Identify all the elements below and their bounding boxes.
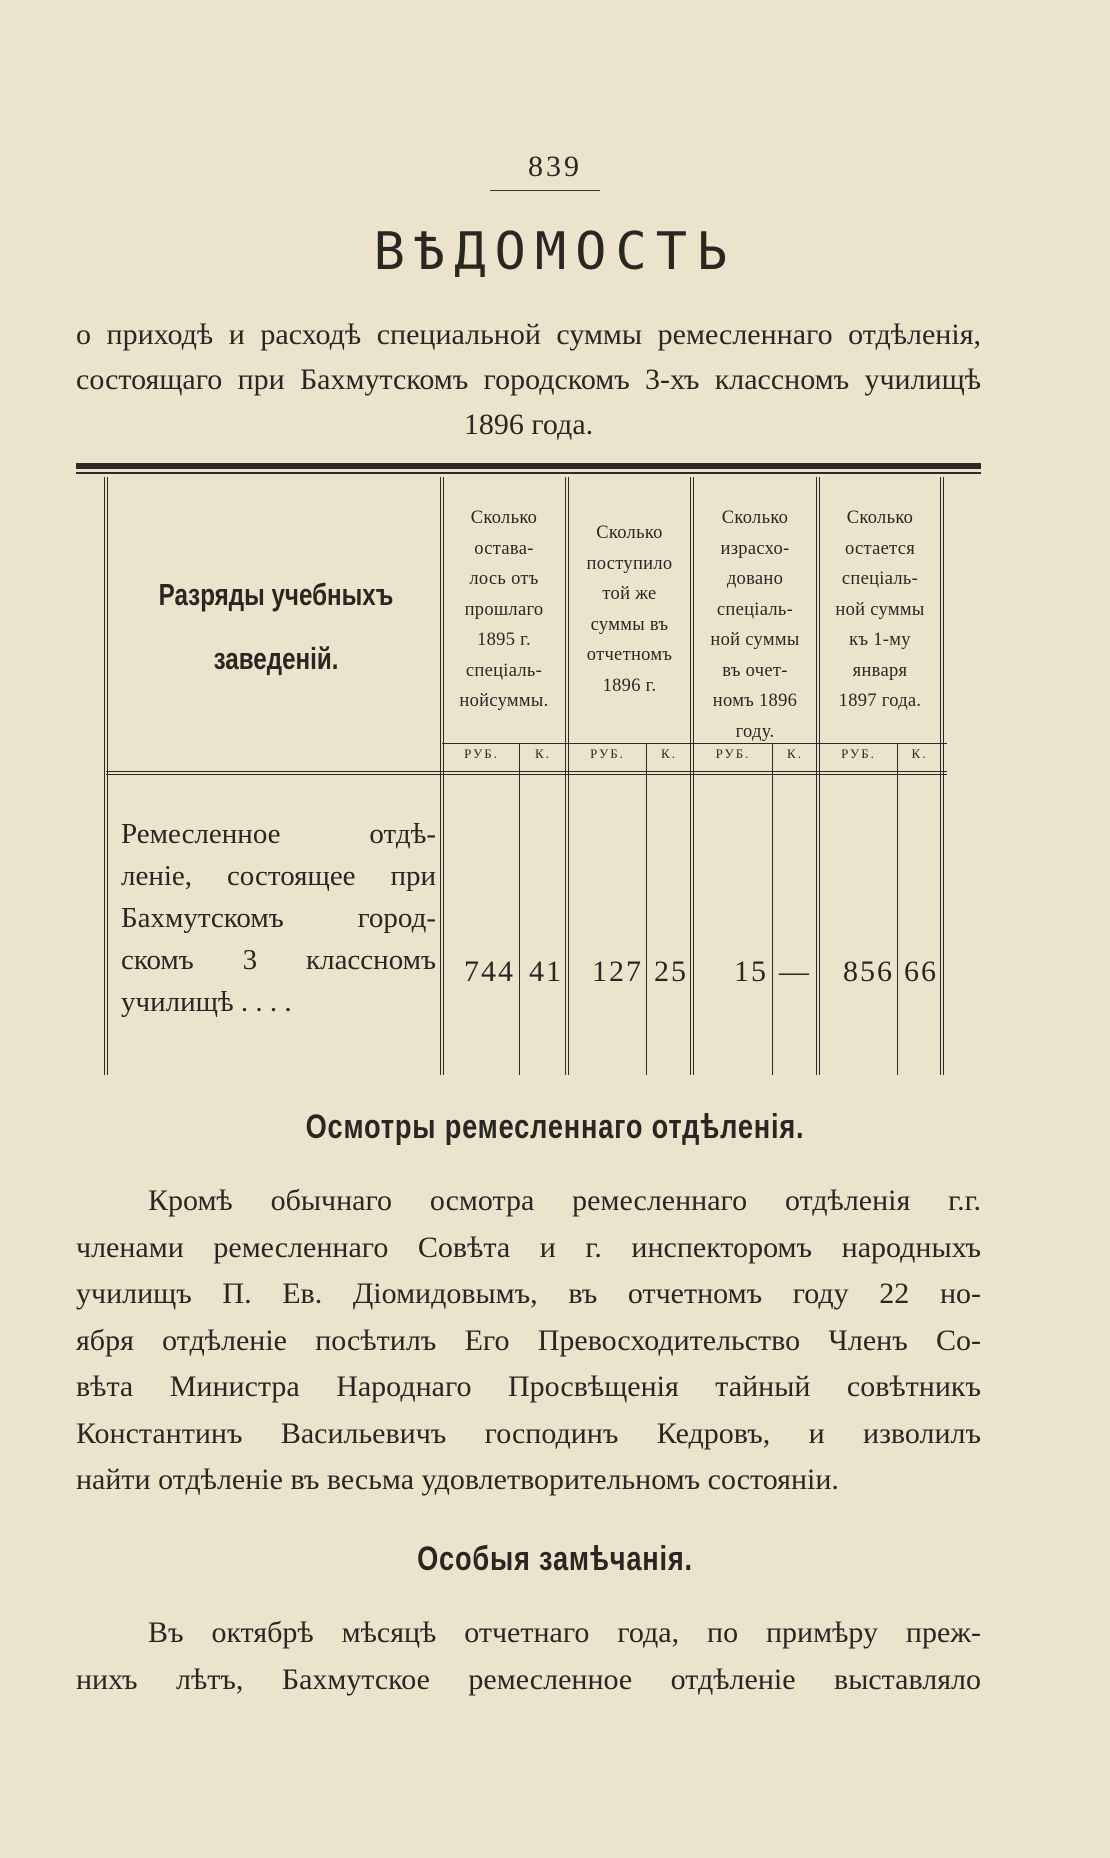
unit-kop: К. xyxy=(661,746,677,761)
table-vline-kop xyxy=(519,743,520,1075)
cell-balance-rub: 856 xyxy=(843,955,894,988)
page-number-rule xyxy=(490,190,600,191)
unit-rub: РУБ. xyxy=(464,746,499,761)
table-vline xyxy=(104,477,108,1075)
document-title: ВѢДОМОСТЬ xyxy=(373,222,737,282)
column-header-remaining-1897: Сколько остается спеціаль- ной суммы къ 1-му января 1897 года. xyxy=(835,508,925,711)
table-row-label: Ремесленное отдѣ- леніе, состоящее при Бахмутскомъ город- скомъ 3 классномъ училищѣ . . . . xyxy=(121,818,436,1018)
column-header-received-1896: Сколько поступило той же суммы въ отчетномъ 1896 г. xyxy=(586,523,673,696)
unit-kop: К. xyxy=(911,746,928,761)
cell-received-kop: 25 xyxy=(654,955,688,988)
cell-spent-rub: 15 xyxy=(734,955,768,988)
statement-table xyxy=(76,463,981,1075)
cell-remaining-rub: 744 xyxy=(464,955,515,988)
cell-balance-kop: 66 xyxy=(904,955,938,988)
column-header-remaining-1895: Сколько остава- лось отъ прошлаго 1895 г. спеціаль- нойсуммы. xyxy=(459,508,549,711)
column-header-spent-1896: Сколько израсхо- довано спеціаль- ной суммы въ очет- номъ 1896 году. xyxy=(710,508,800,742)
table-vline xyxy=(940,477,944,1075)
cell-remaining-kop: 41 xyxy=(529,955,563,988)
page-number: 839 xyxy=(528,150,582,183)
cell-received-rub: 127 xyxy=(592,955,643,988)
document-subtitle: о приходѣ и расходѣ специальной суммы ремесленнаго отдѣленія, состоящаго при Бахмутскомъ городскомъ 3-хъ классномъ училищѣ 1896 года. xyxy=(76,318,981,441)
section-text-inspections: Кромѣ обычнаго осмотра ремесленнаго отдѣленія г.г. членами ремесленнаго Совѣта и г. инспекторомъ народныхъ училищъ П. Ев. Діомидовымъ, въ отчетномъ году 22 но- ября отдѣленіе посѣтилъ Его Превосходительство Членъ Со- вѣта Министра Народнаго Просвѣщенія тайный совѣтникъ Константинъ Васильевичъ господинъ Кедровъ, и изволилъ найти отдѣленіе въ весьма удовлетворительномъ состояніи. xyxy=(76,1184,981,1496)
unit-rub: РУБ. xyxy=(715,746,751,761)
section-text-remarks: Въ октябрѣ мѣсяцѣ отчетнаго года, по примѣру преж- нихъ лѣтъ, Бахмутское ремесленное отдѣленіе выставляло xyxy=(76,1616,981,1696)
first-column-header: Разряды учебныхъ заведеній. xyxy=(158,577,394,676)
table-top-rule xyxy=(76,463,981,469)
table-vline-kop xyxy=(772,743,773,1075)
table-top-rule-thin xyxy=(76,472,981,474)
table-vline-kop xyxy=(646,743,647,1075)
table-header-rule xyxy=(106,771,947,775)
unit-kop: К. xyxy=(535,746,551,761)
section-heading-remarks: Особыя замѣчанія. xyxy=(417,1540,693,1578)
unit-rub: РУБ. xyxy=(841,746,876,761)
unit-rub: РУБ. xyxy=(590,746,625,761)
table-vline-kop xyxy=(897,743,898,1075)
cell-spent-kop: — xyxy=(779,955,811,988)
section-heading-inspections: Осмотры ремесленнаго отдѣленія. xyxy=(305,1108,805,1146)
unit-kop: К. xyxy=(787,746,803,761)
